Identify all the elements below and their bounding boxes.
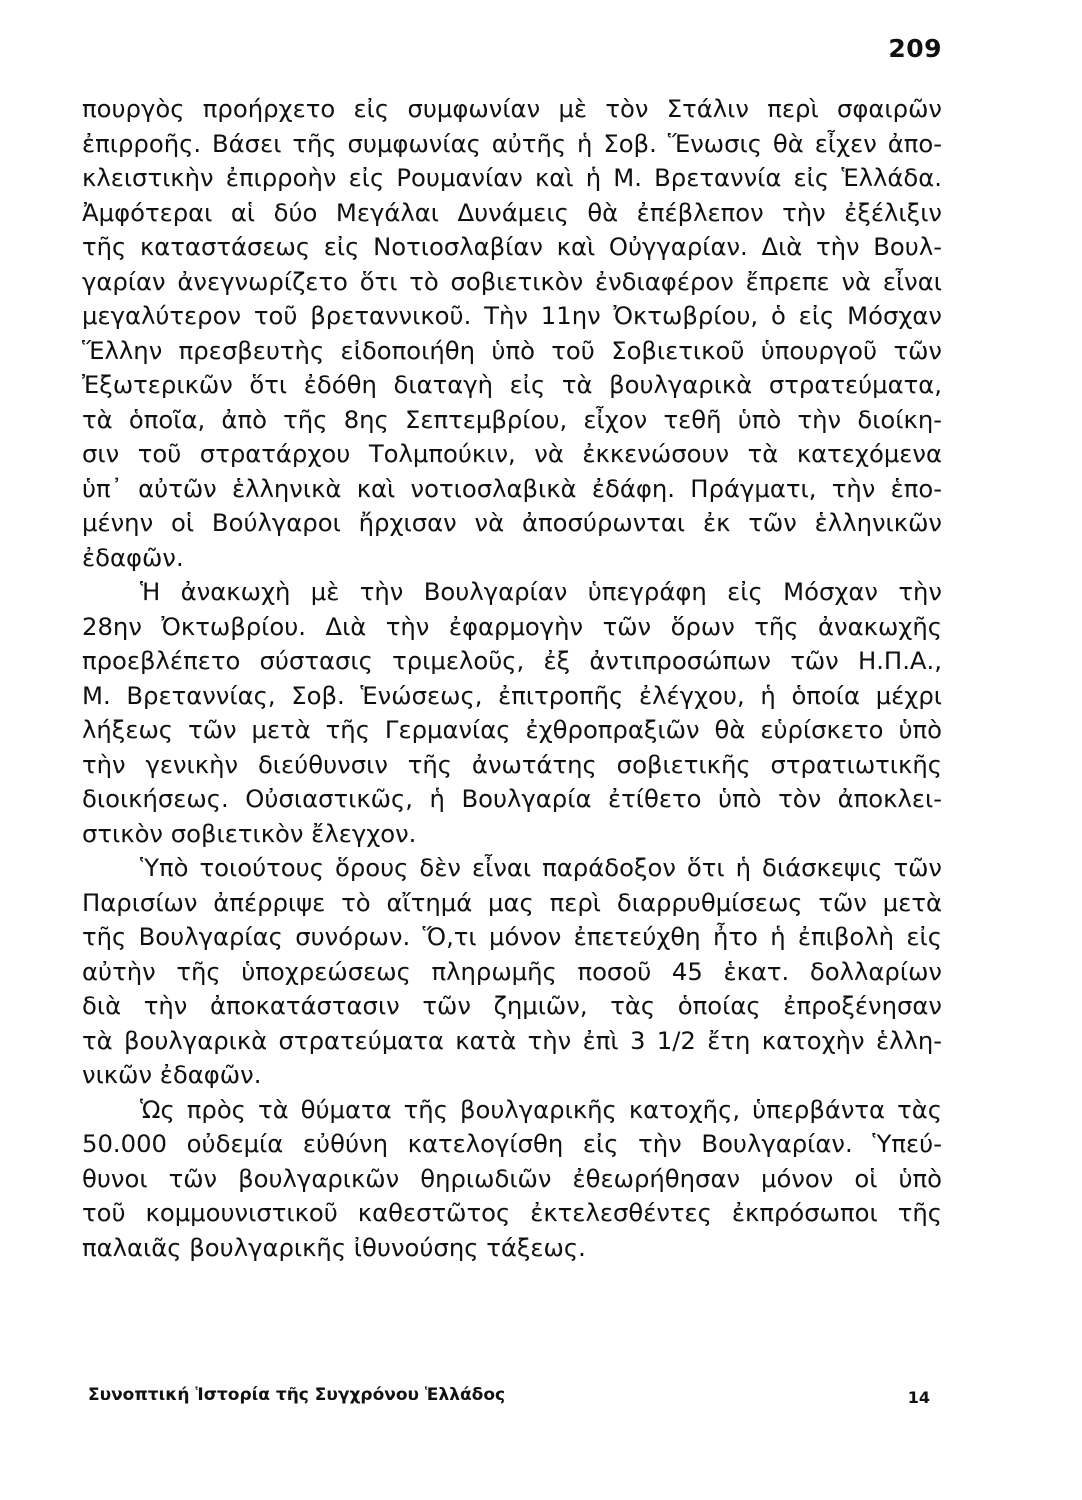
text-line: στικὸν σοβιετικὸν ἔλεγχον. (82, 818, 417, 848)
text-line: νικῶν ἐδαφῶν. (82, 1060, 262, 1089)
text-line: 28ην Ὀκτωβρίου. Διὰ τὴν ἐφαρμογὴν τῶν ὅρων τῆς ἀνακωχῆς (82, 611, 942, 641)
footer-signature-number: 14 (907, 1388, 930, 1407)
text-line: τὰ ὁποῖα, ἀπὸ τῆς 8ης Σεπτεμβρίου, εἶχον τεθῆ ὑπὸ τὴν διοίκη- (82, 404, 942, 434)
text-line: 50.000 οὐδεμία εὐθύνη κατελογίσθη εἰς τὴν Βουλγαρίαν. Ὑπεύ- (82, 1129, 942, 1158)
text-line: Ἐξωτερικῶν ὅτι ἐδόθη διαταγὴ εἰς τὰ βουλγαρικὰ στρατεύματα, (82, 370, 942, 399)
text-line: Μ. Βρεταννίας, Σοβ. Ἑνώσεως, ἐπιτροπῆς ἐλέγχου, ἡ ὁποία μέχρι (82, 680, 942, 710)
text-line: τοῦ κομμουνιστικοῦ καθεστῶτος ἐκτελεσθέντες ἐκπρόσωποι τῆς (82, 1198, 942, 1227)
text-line: Ἕλλην πρεσβευτὴς εἰδοποιήθη ὑπὸ τοῦ Σοβιετικοῦ ὑπουργοῦ τῶν (82, 335, 942, 365)
text-line: προεβλέπετο σύστασις τριμελοῦς, ἐξ ἀντιπροσώπων τῶν Η.Π.Α., (82, 646, 942, 675)
paragraph (82, 1093, 942, 1266)
text-line: τῆς Βουλγαρίας συνόρων. Ὅ,τι μόνον ἐπετεύχθη ἦτο ἡ ἐπιβολὴ εἰς (82, 922, 942, 951)
text-line: γαρίαν ἀνεγνωρίζετο ὅτι τὸ σοβιετικὸν ἐνδιαφέρον ἔπρεπε νὰ εἶναι (82, 266, 942, 296)
text-line: τὴν γενικὴν διεύθυνσιν τῆς ἀνωτάτης σοβιετικῆς στρατιωτικῆς (82, 749, 942, 779)
text-line: κλειστικὴν ἐπιρροὴν εἰς Ρουμανίαν καὶ ἡ Μ. Βρεταννία εἰς Ἑλλάδα. (82, 163, 942, 192)
text-line: σιν τοῦ στρατάρχου Τολμπούκιν, νὰ ἐκκενώσουν τὰ κατεχόμενα (82, 439, 942, 468)
text-line: λήξεως τῶν μετὰ τῆς Γερμανίας ἐχθροπραξιῶν θὰ εὑρίσκετο ὑπὸ (82, 715, 942, 744)
text-line: πουργὸς προήρχετο εἰς συμφωνίαν μὲ τὸν Στάλιν περὶ σφαιρῶν (82, 94, 942, 123)
text-line: ὑπ᾽ αὐτῶν ἑλληνικὰ καὶ νοτιοσλαβικὰ ἐδάφη. Πράγματι, τὴν ἑπο- (82, 473, 942, 503)
text-line: παλαιᾶς βουλγαρικῆς ἰθυνούσης τάξεως. (82, 1232, 586, 1262)
text-line: θυνοι τῶν βουλγαρικῶν θηριωδιῶν ἐθεωρήθησαν μόνον οἱ ὑπὸ (82, 1163, 942, 1193)
footer-book-title: Συνοπτική Ἱστορία τῆς Συγχρόνου Ἑλλάδος (88, 1385, 506, 1405)
text-line: Ὑπὸ τοιούτους ὅρους δὲν εἶναι παράδοξον ὅτι ἡ διάσκεψις τῶν (140, 853, 942, 882)
text-line: ἐδαφῶν. (82, 542, 184, 572)
text-line: αὐτὴν τῆς ὑποχρεώσεως πληρωμῆς ποσοῦ 45 ἑκατ. δολλαρίων (82, 956, 942, 986)
text-line: μεγαλύτερον τοῦ βρεταννικοῦ. Τὴν 11ην Ὀκτωβρίου, ὁ εἰς Μόσχαν (82, 301, 942, 330)
paragraph (82, 851, 942, 1093)
paragraph (82, 575, 942, 851)
text-line: τὰ βουλγαρικὰ στρατεύματα κατὰ τὴν ἐπὶ 3 1/2 ἔτη κατοχὴν ἑλλη- (82, 1025, 942, 1055)
text-line: μένην οἱ Βούλγαροι ἤρχισαν νὰ ἀποσύρωνται ἐκ τῶν ἑλληνικῶν (82, 508, 942, 537)
text-line: διοικήσεως. Οὐσιαστικῶς, ἡ Βουλγαρία ἐτίθετο ὑπὸ τὸν ἀποκλει- (82, 784, 942, 813)
paragraph (82, 92, 942, 575)
text-line: Ὡς πρὸς τὰ θύματα τῆς βουλγαρικῆς κατοχῆς, ὑπερβάντα τὰς (140, 1094, 942, 1124)
body-text (82, 92, 942, 1265)
text-line: Παρισίων ἀπέρριψε τὸ αἴτημά μας περὶ διαρρυθμίσεως τῶν μετὰ (82, 887, 942, 917)
text-line: Ἡ ἀνακωχὴ μὲ τὴν Βουλγαρίαν ὑπεγράφη εἰς Μόσχαν τὴν (140, 577, 942, 606)
text-line: ἐπιρροῆς. Βάσει τῆς συμφωνίας αὐτῆς ἡ Σοβ. Ἕνωσις θὰ εἶχεν ἀπο- (82, 128, 942, 158)
page-number: 209 (888, 34, 942, 63)
text-line: τῆς καταστάσεως εἰς Νοτιοσλαβίαν καὶ Οὐγγαρίαν. Διὰ τὴν Βουλ- (82, 232, 942, 261)
text-line: διὰ τὴν ἀποκατάστασιν τῶν ζημιῶν, τὰς ὁποίας ἐπροξένησαν (82, 991, 942, 1020)
text-line: Ἀμφότεραι αἱ δύο Μεγάλαι Δυνάμεις θὰ ἐπέβλεπον τὴν ἐξέλιξιν (82, 197, 942, 227)
